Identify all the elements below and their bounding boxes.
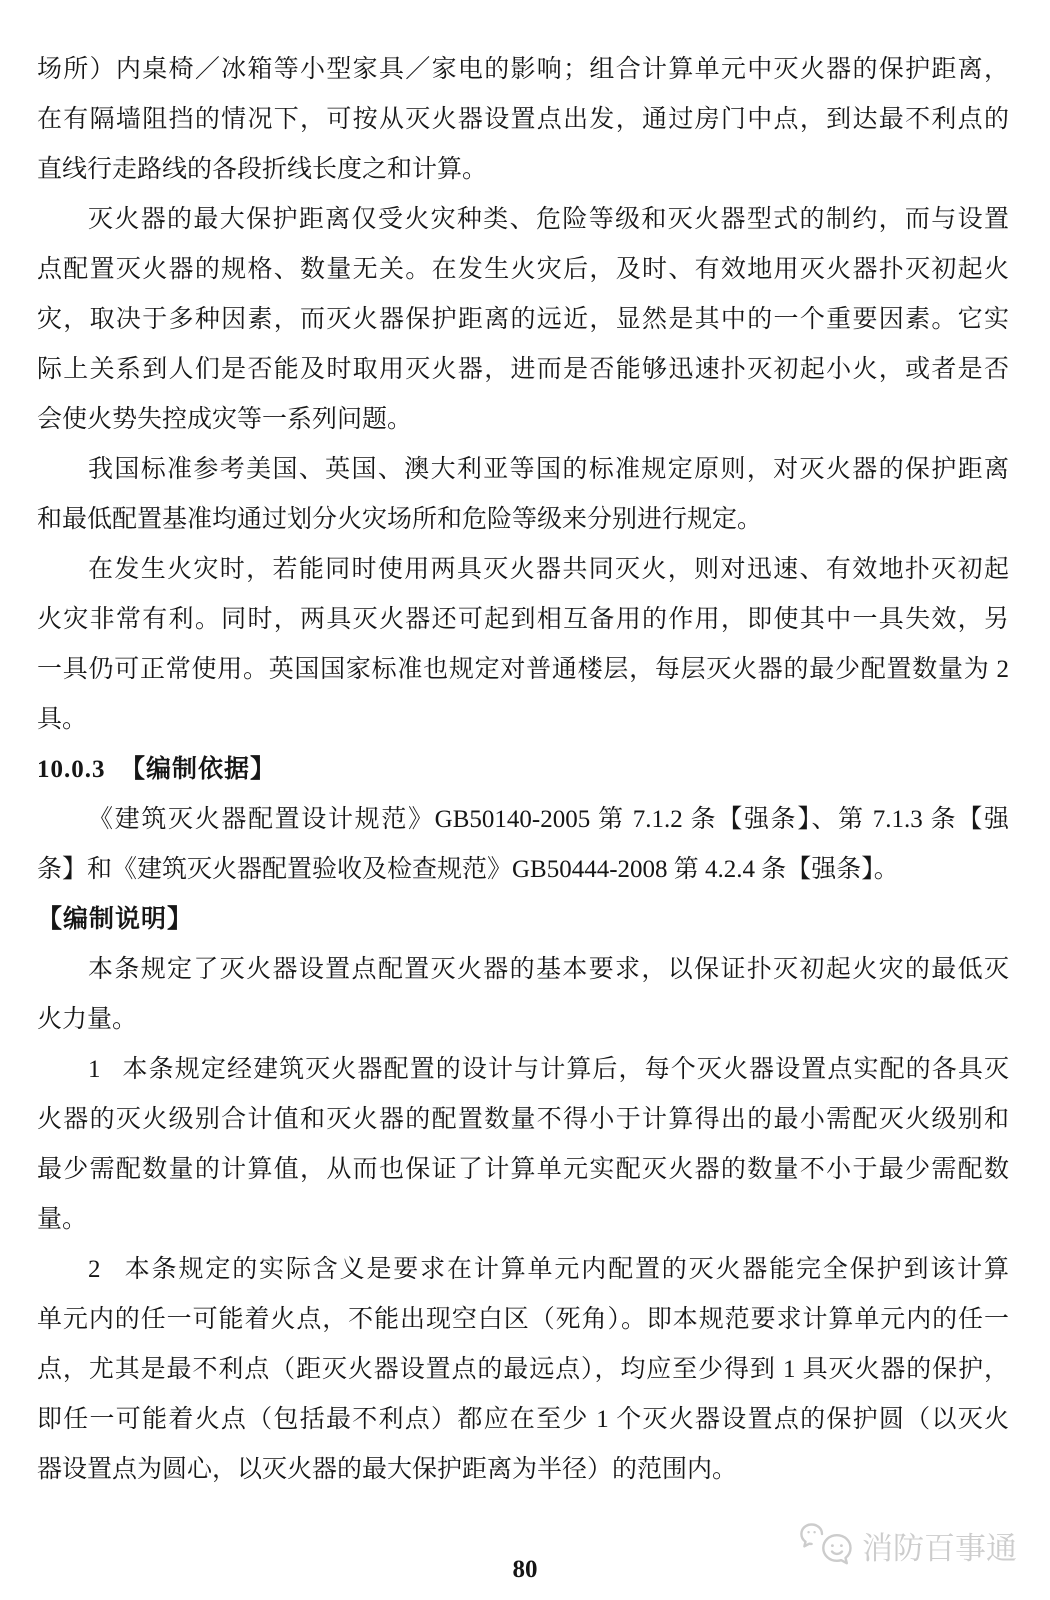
text-line: 点配置灭火器的规格、数量无关。在发生火灾后，及时、有效地用灭火器扑灭初起火 (37, 256, 1009, 283)
text-line: 器设置点为圆心，以灭火器的最大保护距离为半径）的范围内。 (37, 1456, 738, 1483)
page-number: 80 (512, 1556, 538, 1583)
paragraph (37, 195, 1009, 445)
section-heading (37, 745, 1009, 795)
text-line: 灾，取决于多种因素，而灭火器保护距离的远近，显然是其中的一个重要因素。它实 (37, 306, 1009, 333)
text-line: 量。 (37, 1206, 88, 1233)
text-line: 即任一可能着火点（包括最不利点）都应在至少 1 个灭火器设置点的保护圆（以灭火 (37, 1406, 1009, 1433)
section-heading (37, 895, 1009, 945)
text-line: 直线行走路线的各段折线长度之和计算。 (37, 156, 488, 183)
document-body (37, 45, 1009, 1495)
text-line: 单元内的任一可能着火点，不能出现空白区（死角）。即本规范要求计算单元内的任一 (37, 1306, 1009, 1333)
text-line: 和最低配置基准均通过划分火灾场所和危险等级来分别进行规定。 (37, 506, 763, 533)
paragraph (37, 45, 1009, 195)
watermark-text: 消防百事通 (862, 1530, 1017, 1566)
paragraph (37, 1245, 1009, 1495)
text-line: 一具仍可正常使用。英国国家标准也规定对普通楼层，每层灭火器的最少配置数量为 2 (37, 656, 1009, 683)
text-line: 会使火势失控成灾等一系列问题。 (37, 406, 413, 433)
text-line: 际上关系到人们是否能及时取用灭火器，进而是否能够迅速扑灭初起小火，或者是否 (37, 356, 1009, 383)
text-line: 最少需配数量的计算值，从而也保证了计算单元实配灭火器的数量不小于最少需配数 (37, 1156, 1009, 1183)
paragraph (37, 545, 1009, 745)
text-line: 10.0.3 【编制依据】 (37, 756, 277, 783)
text-line: 火灾非常有利。同时，两具灭火器还可起到相互备用的作用，即使其中一具失效，另 (37, 606, 1009, 633)
text-line: 2 本条规定的实际含义是要求在计算单元内配置的灭火器能完全保护到该计算 (88, 1256, 1009, 1283)
text-line: 在有隔墙阻挡的情况下，可按从灭火器设置点出发，通过房门中点，到达最不利点的 (37, 106, 1009, 133)
paragraph (37, 1045, 1009, 1245)
text-line: 本条规定了灭火器设置点配置灭火器的基本要求，以保证扑灭初起火灾的最低灭 (88, 956, 1009, 983)
paragraph (37, 445, 1009, 545)
text-line: 我国标准参考美国、英国、澳大利亚等国的标准规定原则，对灭火器的保护距离 (88, 456, 1009, 483)
text-line: 火力量。 (37, 1006, 138, 1033)
text-line: 【编制说明】 (37, 906, 194, 933)
paragraph (37, 795, 1009, 895)
text-line: 具。 (37, 706, 88, 733)
text-line: 火器的灭火级别合计值和灭火器的配置数量不得小于计算得出的最小需配灭火级别和 (37, 1106, 1009, 1133)
text-line: 场所）内桌椅／冰箱等小型家具／家电的影响；组合计算单元中灭火器的保护距离， (37, 56, 1009, 83)
text-line: 《建筑灭火器配置设计规范》GB50140-2005 第 7.1.2 条【强条】、第 7.1.3 条【强 (88, 806, 1009, 833)
paragraph (37, 945, 1009, 1045)
text-line: 在发生火灾时，若能同时使用两具灭火器共同灭火，则对迅速、有效地扑灭初起 (88, 556, 1009, 583)
text-line: 1 本条规定经建筑灭火器配置的设计与计算后，每个灭火器设置点实配的各具灭 (88, 1056, 1009, 1083)
text-line: 灭火器的最大保护距离仅受火灾种类、危险等级和灭火器型式的制约，而与设置 (88, 206, 1009, 233)
text-line: 条】和《建筑灭火器配置验收及检查规范》GB50444-2008 第 4.2.4 条【强条】。 (37, 856, 899, 883)
text-line: 点，尤其是最不利点（距灭火器设置点的最远点），均应至少得到 1 具灭火器的保护， (37, 1356, 1009, 1383)
